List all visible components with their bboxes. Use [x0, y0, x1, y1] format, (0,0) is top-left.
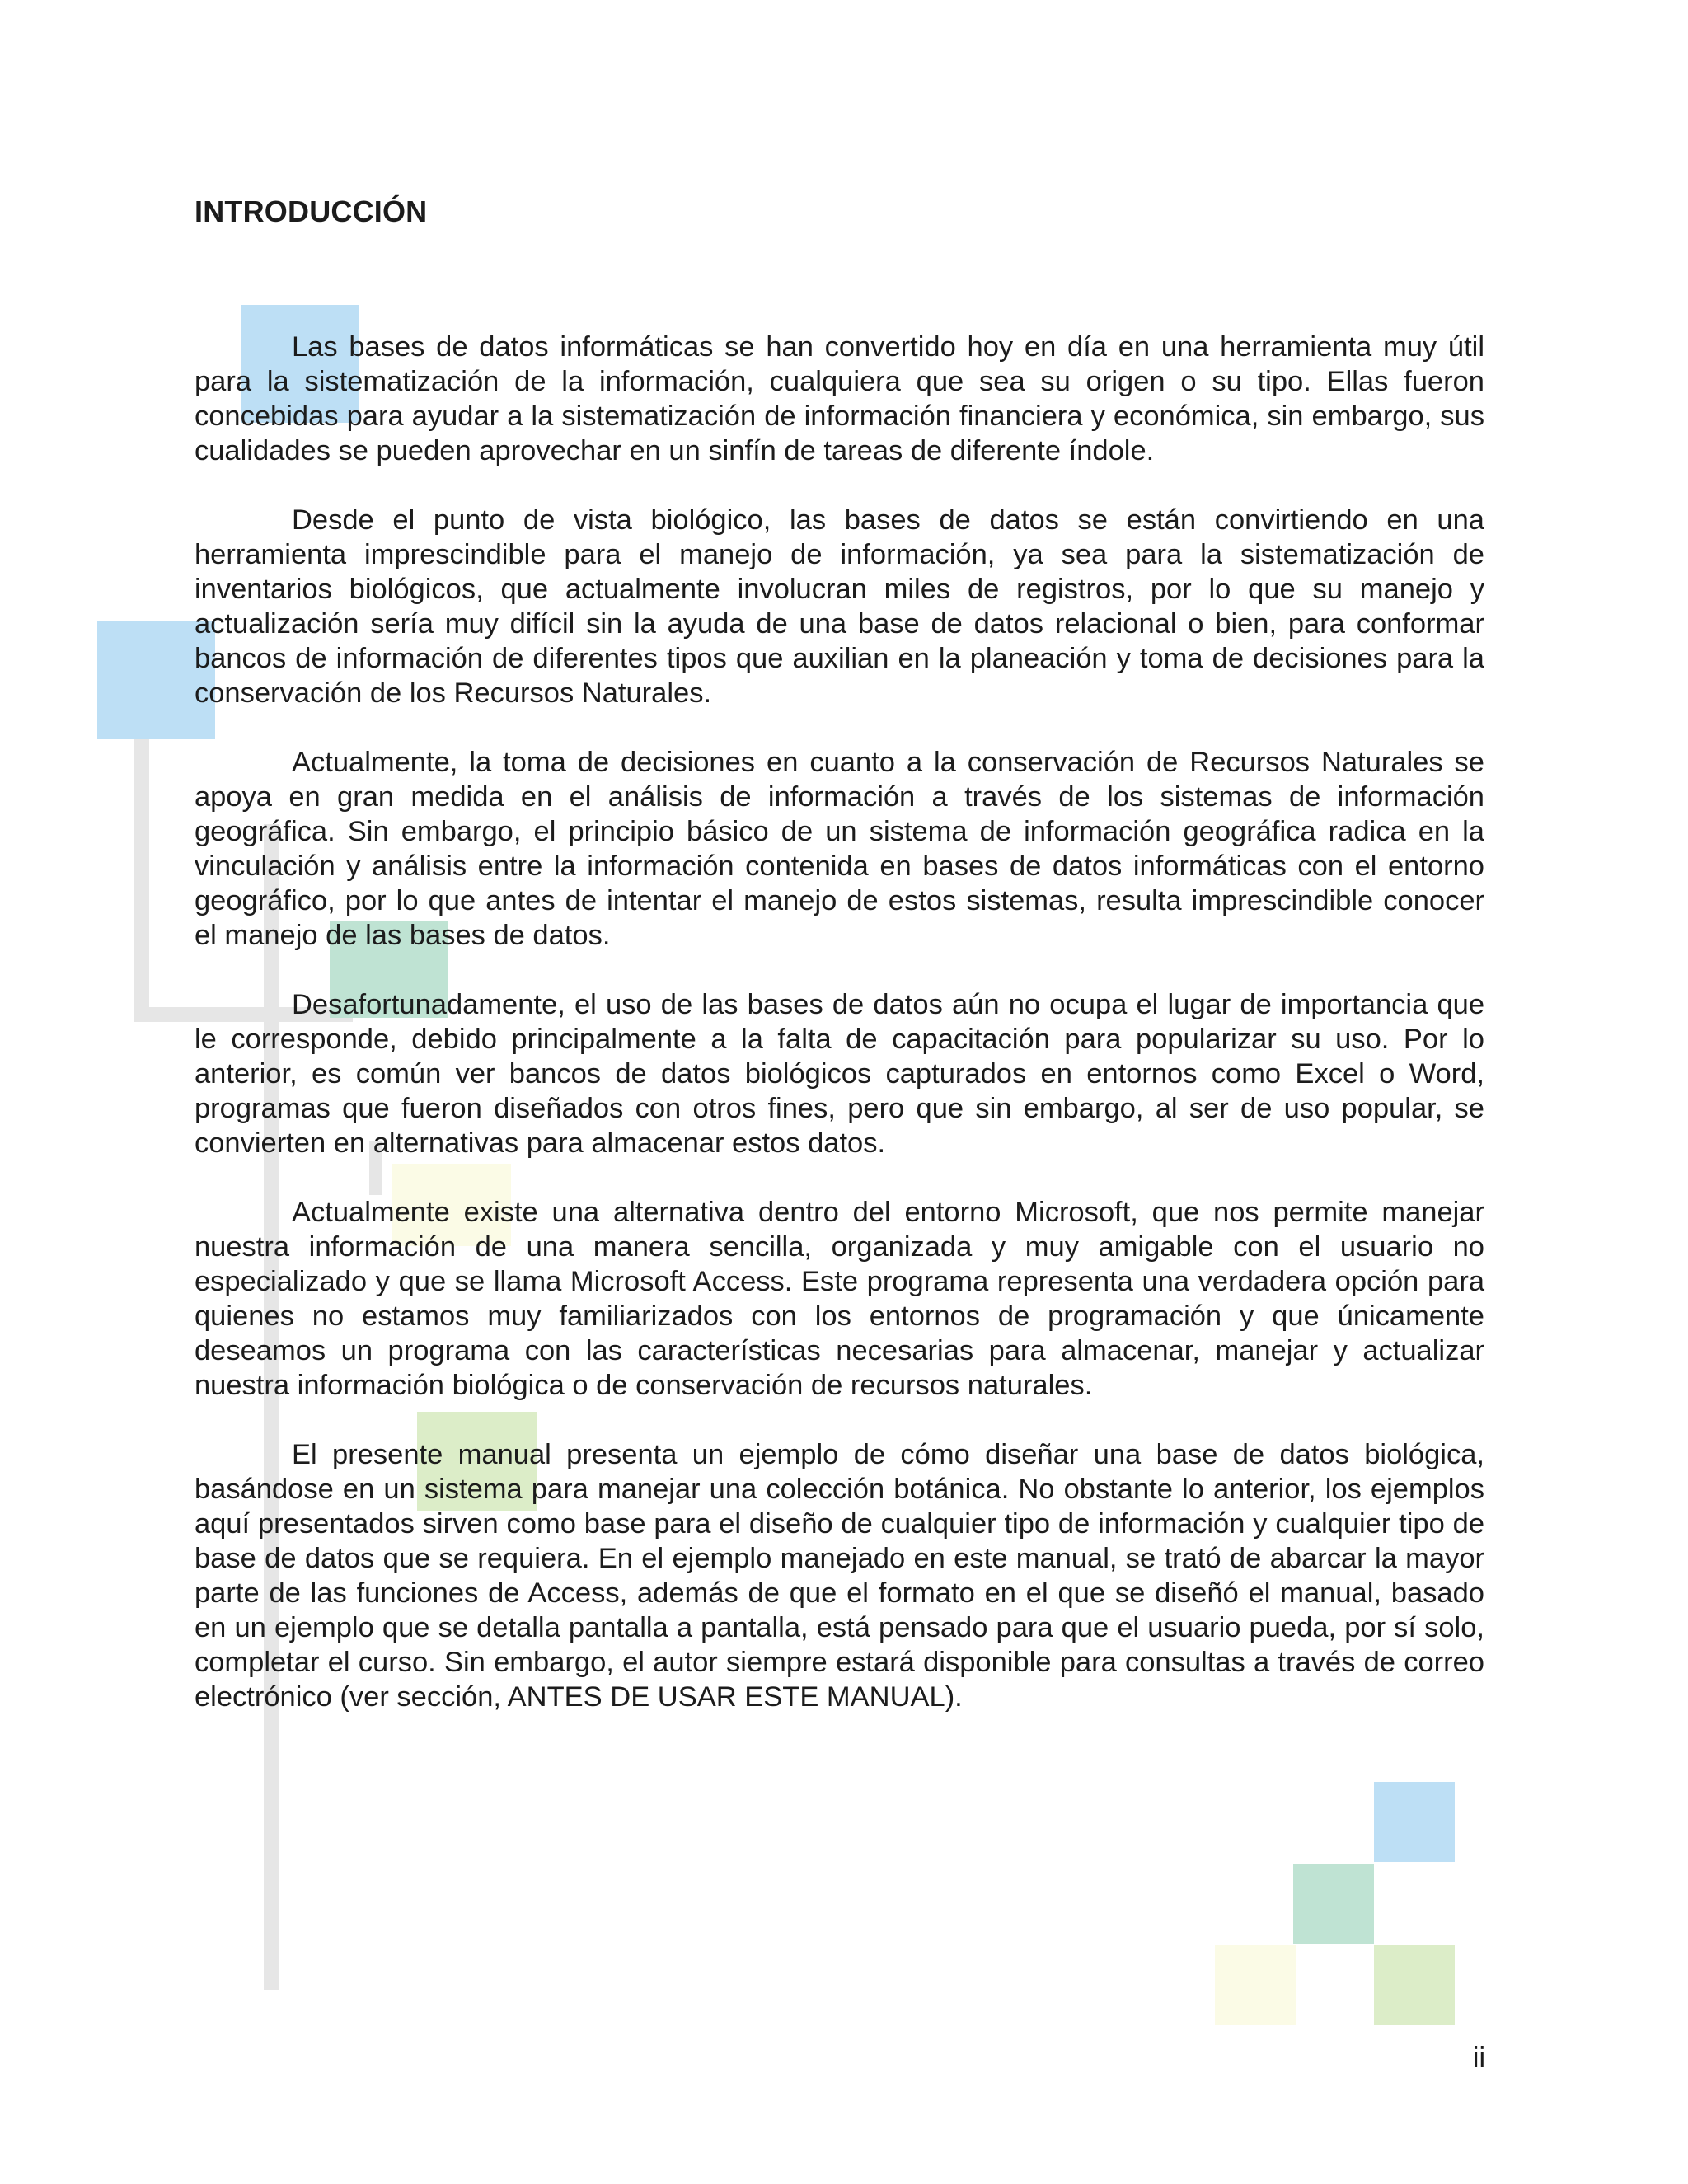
page-number: ii [1472, 2042, 1485, 2074]
decorative-square-yellow-bottom [1215, 1945, 1296, 2025]
decorative-square-lime-bottom [1374, 1945, 1455, 2025]
decorative-square-green-bottom [1293, 1864, 1374, 1944]
paragraph-4: Desafortunadamente, el uso de las bases de datos aún no ocupa el lugar de importancia que le corresponde, debido principalmente a la falta de capacitación para popularizar su uso. Por lo anterior, es común ver bancos de datos biológicos capturados en entornos como Excel o Word, programas que fueron diseñados con otros fines, pero que sin embargo, al ser de uso popular, se convierten en alternativas para almacenar estos datos. [195, 989, 1484, 1159]
decorative-square-blue-bottom [1374, 1782, 1455, 1862]
decorative-vertical-line-left [134, 738, 149, 1022]
paragraph-5: Actualmente existe una alternativa dentro del entorno Microsoft, que nos permite manejar nuestra información de una manera sencilla, organizada y muy amigable con el usuario no especializado y que se llama Microsoft Access. Este programa representa una verdadera opción para quienes no estamos muy familiarizados con los entornos de programación y que únicamente deseamos un programa con las características necesarias para almacenar, manejar y actualizar nuestra información biológica o de conservación de recursos naturales. [195, 1197, 1484, 1401]
body-text [195, 330, 1484, 1749]
paragraph-6: El presente manual presenta un ejemplo de cómo diseñar una base de datos biológica, basándose en un sistema para manejar una colección botánica. No obstante lo anterior, los ejemplos aquí presentados sirven como base para el diseño de cualquier tipo de información y cualquier tipo de base de datos que se requiera. En el ejemplo manejado en este manual, se trató de abarcar la mayor parte de las funciones de Access, además de que el formato en el que se diseñó el manual, basado en un ejemplo que se detalla pantalla a pantalla, está pensado para que el usuario pueda, por sí solo, completar el curso. Sin embargo, el autor siempre estará disponible para consultas a través de correo electrónico (ver sección, ANTES DE USAR ESTE MANUAL). [195, 1439, 1484, 1713]
paragraph-3: Actualmente, la toma de decisiones en cuanto a la conservación de Recursos Naturales se apoya en gran medida en el análisis de información a través de los sistemas de información geográfica. Sin embargo, el principio básico de un sistema de información geográfica radica en la vinculación y análisis entre la información contenida en bases de datos informáticas con el entorno geográfico, por lo que antes de intentar el manejo de estos sistemas, resulta imprescindible conocer el manejo de las bases de datos. [195, 747, 1484, 951]
paragraph-1: Las bases de datos informáticas se han convertido hoy en día en una herramienta muy útil para la sistematización de la información, cualquiera que sea su origen o su tipo. Ellas fueron concebidas para ayudar a la sistematización de información financiera y económica, sin embargo, sus cualidades se pueden aprovechar en un sinfín de tareas de diferente índole. [195, 331, 1484, 466]
paragraph-2: Desde el punto de vista biológico, las bases de datos se están convirtiendo en una herramienta imprescindible para el manejo de información, ya sea para la sistematización de inventarios biológicos, que actualmente involucran miles de registros, por lo que su manejo y actualización sería muy difícil sin la ayuda de una base de datos relacional o bien, para conformar bancos de información de diferentes tipos que auxilian en la planeación y toma de decisiones para la conservación de los Recursos Naturales. [195, 504, 1484, 709]
page-title: INTRODUCCIÓN [195, 194, 428, 228]
